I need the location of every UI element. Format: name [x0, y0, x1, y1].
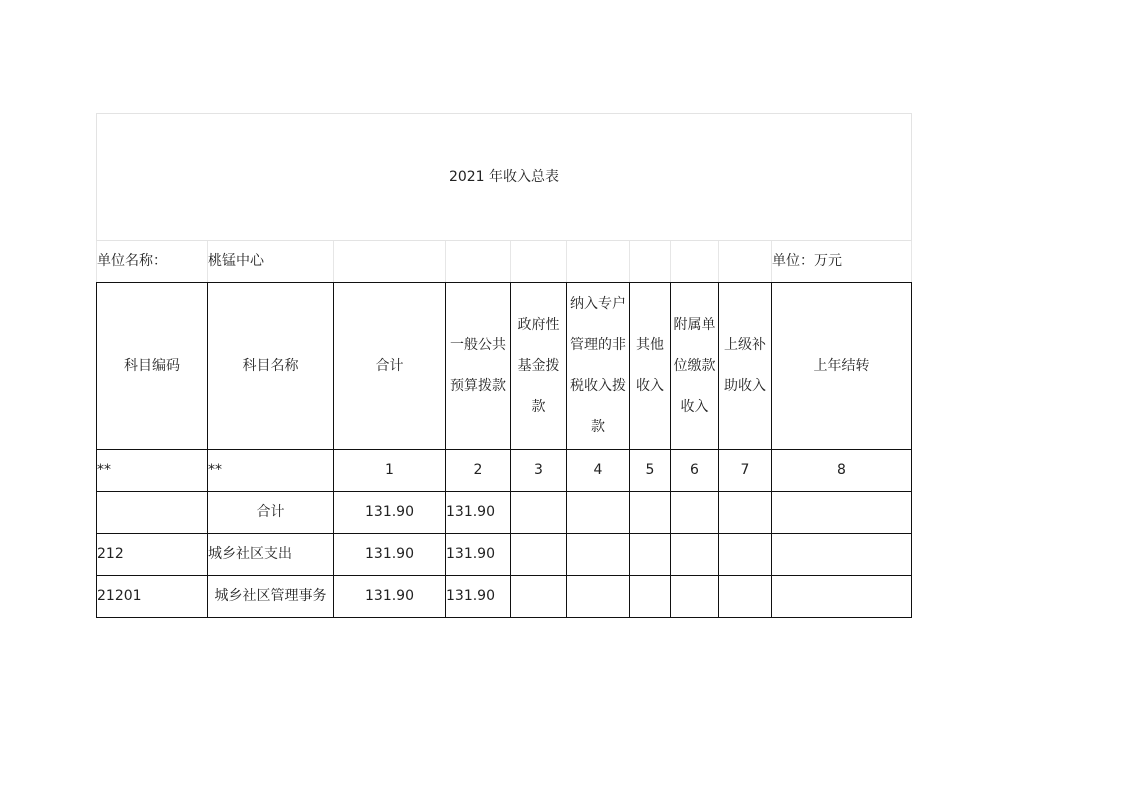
index-cell: ** — [97, 450, 208, 492]
empty-cell — [719, 576, 772, 618]
subject-code: 21201 — [97, 576, 208, 618]
empty-cell — [671, 534, 719, 576]
report-title: 2021 年收入总表 — [97, 114, 912, 241]
header-other-income: 其他收入 — [630, 283, 671, 450]
total-value: 131.90 — [334, 576, 446, 618]
subject-name: 合计 — [208, 492, 334, 534]
empty-cell — [719, 492, 772, 534]
empty-cell — [719, 241, 772, 283]
empty-cell — [671, 492, 719, 534]
index-cell: 3 — [511, 450, 567, 492]
empty-cell — [772, 492, 912, 534]
subject-code: 212 — [97, 534, 208, 576]
empty-cell — [567, 576, 630, 618]
empty-cell — [630, 534, 671, 576]
empty-cell — [630, 241, 671, 283]
empty-cell — [719, 534, 772, 576]
index-cell: 1 — [334, 450, 446, 492]
general-budget-value: 131.90 — [446, 576, 511, 618]
empty-cell — [567, 241, 630, 283]
index-cell: 5 — [630, 450, 671, 492]
header-affiliated-units: 附属单位缴款收入 — [671, 283, 719, 450]
currency-unit: 单位：万元 — [772, 241, 912, 283]
empty-cell — [772, 576, 912, 618]
empty-cell — [671, 576, 719, 618]
header-superior-subsidy: 上级补助收入 — [719, 283, 772, 450]
empty-cell — [446, 241, 511, 283]
header-total: 合计 — [334, 283, 446, 450]
index-cell: 2 — [446, 450, 511, 492]
subject-code — [97, 492, 208, 534]
header-gov-fund: 政府性基金拨款 — [511, 283, 567, 450]
empty-cell — [511, 576, 567, 618]
unit-name-label: 单位名称： — [97, 241, 208, 283]
empty-cell — [511, 534, 567, 576]
index-cell: 4 — [567, 450, 630, 492]
unit-name-value: 桃锰中心 — [208, 241, 334, 283]
header-subject-name: 科目名称 — [208, 283, 334, 450]
subject-name: 城乡社区支出 — [208, 534, 334, 576]
total-value: 131.90 — [334, 534, 446, 576]
empty-cell — [671, 241, 719, 283]
table-row — [97, 534, 912, 576]
income-summary-table — [96, 113, 912, 618]
general-budget-value: 131.90 — [446, 492, 511, 534]
empty-cell — [567, 492, 630, 534]
index-cell: ** — [208, 450, 334, 492]
empty-cell — [511, 241, 567, 283]
header-subject-code: 科目编码 — [97, 283, 208, 450]
header-non-tax-revenue: 纳入专户管理的非税收入拨款 — [567, 283, 630, 450]
empty-cell — [630, 576, 671, 618]
empty-cell — [567, 534, 630, 576]
header-prior-year-carryover: 上年结转 — [772, 283, 912, 450]
header-general-budget: 一般公共预算拨款 — [446, 283, 511, 450]
subject-name: 城乡社区管理事务 — [208, 576, 334, 618]
general-budget-value: 131.90 — [446, 534, 511, 576]
empty-cell — [511, 492, 567, 534]
index-cell: 7 — [719, 450, 772, 492]
report-sheet — [96, 113, 911, 618]
table-row — [97, 576, 912, 618]
table-row — [97, 492, 912, 534]
empty-cell — [630, 492, 671, 534]
empty-cell — [772, 534, 912, 576]
total-value: 131.90 — [334, 492, 446, 534]
index-cell: 6 — [671, 450, 719, 492]
empty-cell — [334, 241, 446, 283]
index-cell: 8 — [772, 450, 912, 492]
